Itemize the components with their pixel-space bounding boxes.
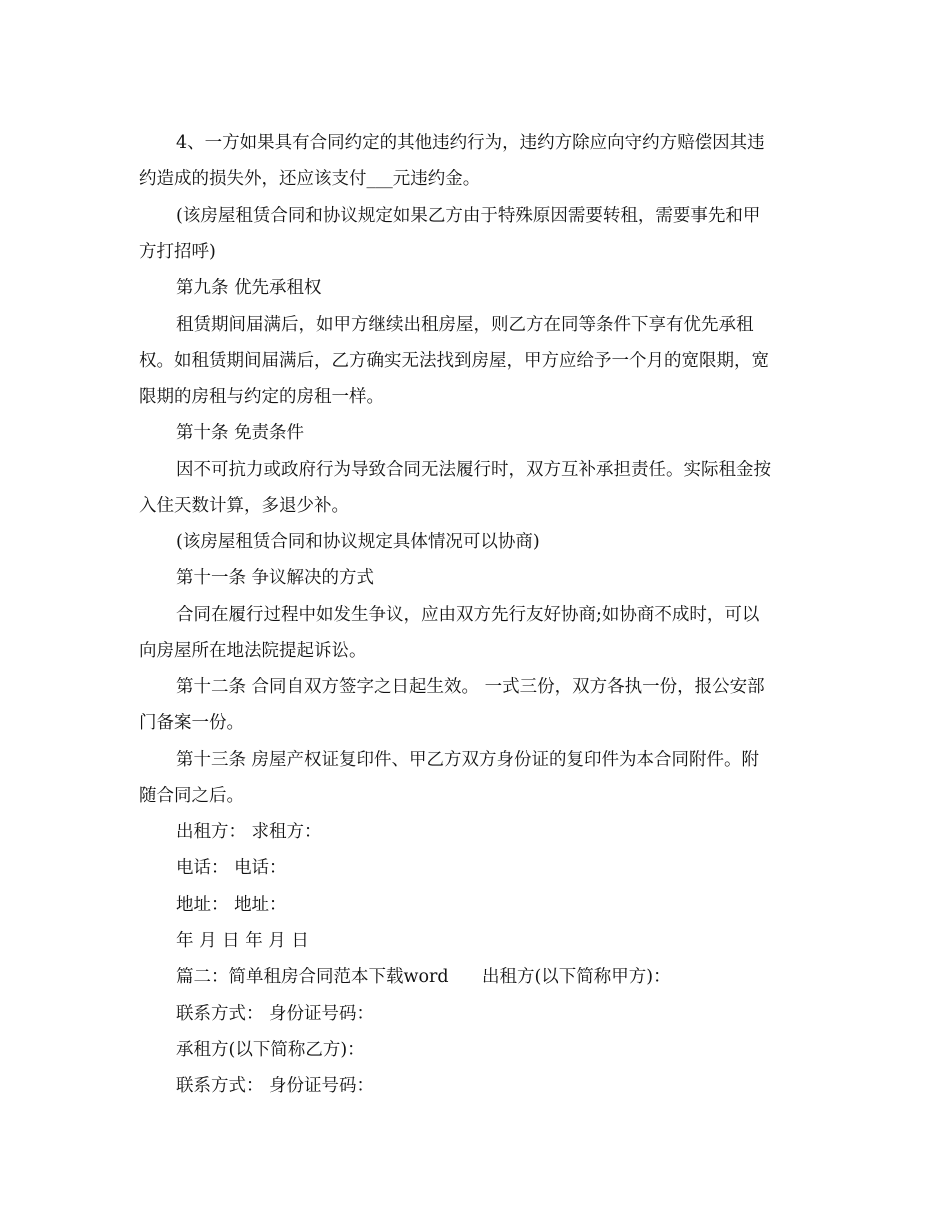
clause-12-line-2: 门备案一份。 — [139, 713, 244, 733]
lessee-line: 承租方(以下简称乙方)： — [176, 1040, 365, 1060]
sublease-note-line-2: 方打招呼) — [139, 242, 216, 262]
clause-11-body-line-2: 向房屋所在地法院提起诉讼。 — [139, 641, 367, 661]
clause-10-body-line-2: 入住天数计算，多退少补。 — [139, 496, 349, 516]
clause-9-body-line-1: 租赁期间届满后，如甲方继续出租房屋，则乙方在同等条件下享有优先承租 — [176, 315, 754, 335]
clause-9-heading: 第九条 优先承租权 — [176, 278, 322, 298]
negotiation-note: (该房屋租赁合同和协议规定具体情况可以协商) — [176, 532, 540, 552]
lessee-contact-line: 联系方式： 身份证号码： — [176, 1076, 375, 1096]
signature-parties: 出租方： 求租方： — [176, 822, 322, 842]
clause-10-body-line-1: 因不可抗力或政府行为导致合同无法履行时，双方互补承担责任。实际租金按 — [176, 460, 771, 480]
lessor-contact-line: 联系方式： 身份证号码： — [176, 1004, 375, 1024]
clause-11-heading: 第十一条 争议解决的方式 — [176, 568, 375, 588]
signature-phones: 电话： 电话： — [176, 858, 287, 878]
clause-11-body-line-1: 合同在履行过程中如发生争议，应由双方先行友好协商;如协商不成时，可以 — [176, 605, 760, 625]
sublease-note-line-1: (该房屋租赁合同和协议规定如果乙方由于特殊原因需要转租，需要事先和甲 — [176, 206, 761, 226]
signature-addresses: 地址： 地址： — [176, 895, 287, 915]
clause-9-body-line-2: 权。如租赁期间届满后，乙方确实无法找到房屋，甲方应给予一个月的宽限期，宽 — [139, 351, 769, 371]
clause-13-line-1: 第十三条 房屋产权证复印件、甲乙方双方身份证的复印件为本合同附件。附 — [176, 750, 760, 770]
clause-10-heading: 第十条 免责条件 — [176, 423, 305, 443]
clause-8-item-4-line-1: 4、一方如果具有合同约定的其他违约行为，违约方除应向守约方赔偿因其违 — [176, 133, 765, 153]
clause-12-line-1: 第十二条 合同自双方签字之日起生效。 一式三份，双方各执一份，报公安部 — [176, 677, 765, 697]
clause-13-line-2: 随合同之后。 — [139, 786, 244, 806]
part-2-heading: 篇二：简单租房合同范本下载word 出租方(以下简称甲方)： — [176, 967, 671, 987]
clause-9-body-line-3: 限期的房租与约定的房租一样。 — [139, 387, 384, 407]
clause-8-item-4-line-2: 约造成的损失外，还应该支付___元违约金。 — [139, 169, 481, 189]
signature-dates: 年 月 日 年 月 日 — [176, 931, 309, 951]
